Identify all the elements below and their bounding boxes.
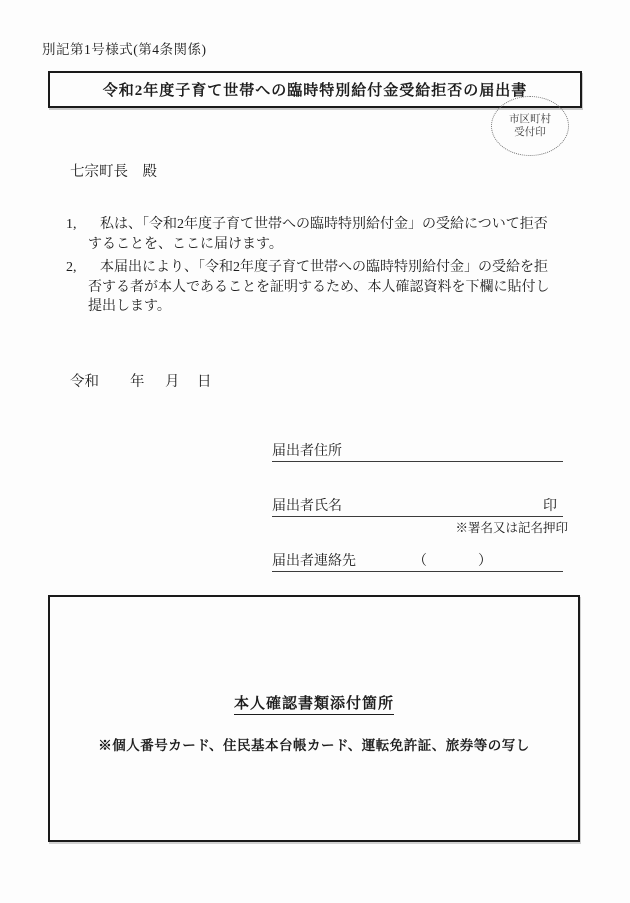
statement-item-2 [66,258,578,317]
form-number-label: 別記第1号様式(第4条関係) [42,42,207,57]
contact-label: 届出者連絡先 [272,554,356,569]
address-label: 届出者住所 [272,444,342,459]
form-title: 令和2年度子育て世帯への臨時特別給付金受給拒否の届出書 [102,83,528,99]
addressee-line: 七宗町長 殿 [70,164,157,180]
reception-stamp-circle [491,96,569,156]
seal-mark: 印 [543,499,557,514]
stamp-line-1: 市区町村 [509,114,551,125]
date-month-label: 月 [165,374,180,390]
attachment-heading [50,692,578,713]
item-1-text: 私は、「令和2年度子育て世帯への臨時特別給付金」の受給について拒否 することを、ここに届けます。 [88,217,548,252]
contact-field-row [272,551,563,572]
item-2-text: 本届出により、「令和2年度子育て世帯への臨時特別給付金」の受給を拒 否する者が本人であることを証明するため、本人確認資料を下欄に貼付し 提出します。 [88,260,550,314]
paren-close: ） [478,554,492,569]
date-era-label: 令和 [70,374,99,390]
paren-open: （ [413,554,427,569]
form-title-box [48,71,582,108]
attachment-note: ※個人番号カード、住民基本台帳カード、運転免許証、旅券等の写し [98,738,530,753]
stamp-line-2: 受付印 [514,127,546,138]
date-line [0,370,630,390]
name-field-row [272,496,563,517]
attachment-heading-text: 本人確認書類添付箇所 [234,696,394,715]
name-label: 届出者氏名 [272,499,342,514]
attachment-box [48,595,580,842]
address-field-row [272,441,563,462]
statement-item-1 [66,215,578,254]
date-year-label: 年 [130,374,145,390]
date-day-label: 日 [197,374,212,390]
item-2-number: 2, [66,260,77,275]
item-1-number: 1, [66,217,77,232]
seal-note: ※署名又は記名押印 [455,521,568,535]
